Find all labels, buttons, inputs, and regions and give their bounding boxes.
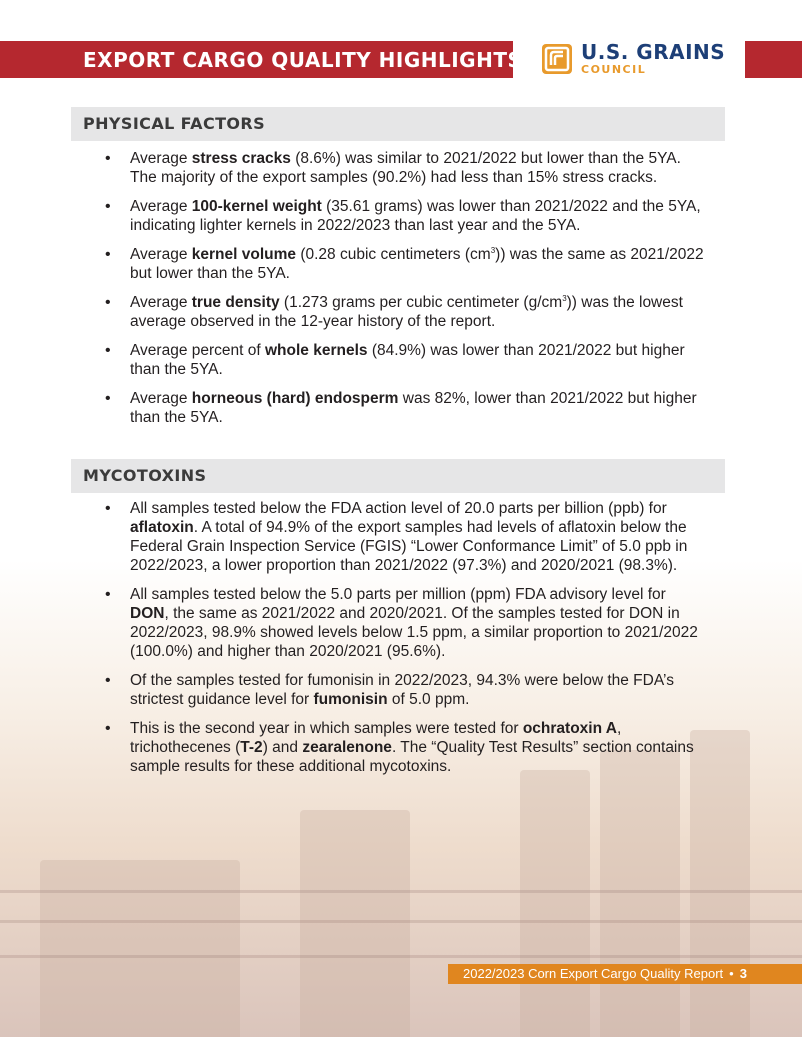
header-bar-right [745, 41, 802, 78]
footer-separator: • [729, 966, 734, 981]
list-item: • Average percent of whole kernels (84.9%) was lower than 2021/2022 but higher than the 5YA. [105, 341, 705, 379]
logo-text-primary: U.S. GRAINS [581, 40, 726, 64]
list-item: • Average kernel volume (0.28 cubic centimeters $(cm^3)$) was the same as 2021/2022 but lower than the 5YA. [105, 245, 705, 283]
list-item: • Average 100-kernel weight (35.61 grams) was lower than 2021/2022 and the 5YA, indicating lighter kernels in 2022/2023 than last year and the 5YA. [105, 197, 705, 235]
footer [463, 966, 747, 982]
logo-text-secondary: COUNCIL [581, 63, 647, 76]
grains-council-logo-icon [541, 43, 573, 75]
page-title: EXPORT CARGO QUALITY HIGHLIGHTS [83, 48, 523, 72]
physical-factors-list [105, 149, 705, 437]
list-item: • All samples tested below the 5.0 parts per million (ppm) FDA advisory level for DON, the same as 2021/2022 and 2020/2021. Of the samples tested for DON in 2022/2023, 98.9% showed levels below 1.5 ppm, a similar proportion to 2021/2022 (100.0%) and higher than 2020/2021 (95.6%). [105, 585, 705, 661]
section-title: MYCOTOXINS [83, 466, 207, 485]
list-item: • All samples tested below the FDA action level of 20.0 parts per billion (ppb) for aflatoxin. A total of 94.9% of the export samples had levels of aflatoxin below the Federal Grain Inspection Service (FGIS) “Lower Conformance Limit” of 5.0 ppb in 2022/2023, a lower proportion than 2021/2022 (97.3%) and 2020/2021 (98.3%). [105, 499, 705, 575]
page-number: 3 [739, 966, 747, 981]
list-item: • This is the second year in which samples were tested for ochratoxin A, trichothecenes (T-2) and zearalenone. The “Quality Test Results” section contains sample results for these additional mycotoxins. [105, 719, 705, 776]
section-heading-physical [71, 107, 725, 141]
list-item: • Average true density (1.273 grams per cubic centimeter $(g/cm^3)$) was the lowest average observed in the 12-year history of the report. [105, 293, 705, 331]
section-heading-mycotoxins [71, 459, 725, 493]
list-item: • Average stress cracks (8.6%) was similar to 2021/2022 but lower than the 5YA. The majority of the export samples (90.2%) had less than 15% stress cracks. [105, 149, 705, 187]
usgc-logo [541, 42, 725, 75]
list-item: • Of the samples tested for fumonisin in 2022/2023, 94.3% were below the FDA’s strictest guidance level for fumonisin of 5.0 ppm. [105, 671, 705, 709]
mycotoxins-list [105, 499, 705, 786]
report-title: 2022/2023 Corn Export Cargo Quality Report [463, 966, 724, 981]
list-item: • Average horneous (hard) endosperm was 82%, lower than 2021/2022 but higher than the 5YA. [105, 389, 705, 427]
section-title: PHYSICAL FACTORS [83, 114, 266, 133]
